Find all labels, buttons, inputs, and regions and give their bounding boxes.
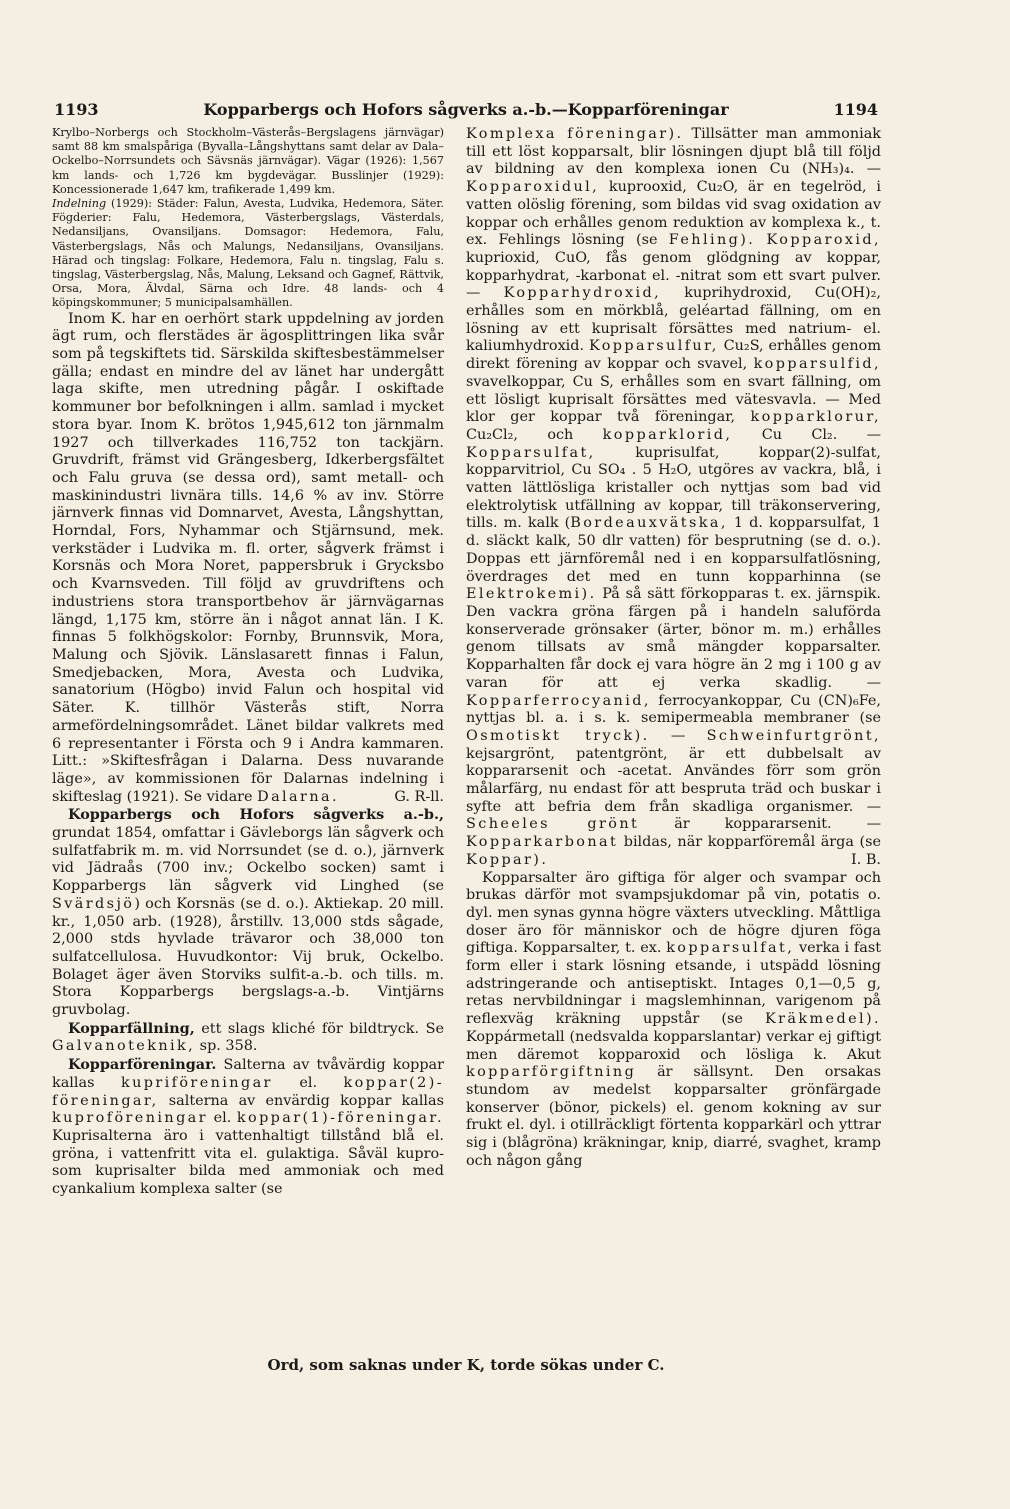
signature-1: G. R-ll. — [394, 788, 444, 805]
spaced-term: Kopparhydroxid, — [503, 285, 662, 302]
division-text: (1929): Städer: Falun, Avesta, Ludvika, Hedemora, Säter. Fögderier: Falu, Hedemora, Västerbergslags, Västerdals, Nedansiljans, Ovansiljans. Domsagor: Hedemora, Falu, Västerbergslags, Nås och Malungs, Nedansiljans, Ovansiljans. Härad och tingslag: Folkare, Hedemora, Falu n. tingslag, Falu s. tingslag, Västerbergslag, Nås, Malung, Leksand och Gagnef, Rättvik, Orsa, Mora, Älvdal, Särna och Idre. 48 lands- och 4 köpingskommuner; 5 municipalsamhällen. — [52, 197, 444, 310]
division-paragraph — [52, 197, 444, 311]
spaced-term: Fehling). — [668, 232, 756, 249]
spaced-term: koppar(2)-föreningar, — [52, 1074, 444, 1109]
entry-text: Salterna av tvåvärdig koppar kallas — [52, 1057, 444, 1091]
page-header — [54, 100, 878, 124]
running-title: Kopparbergs och Hofors sågverks a.-b.—Kopparföreningar — [203, 100, 729, 119]
spaced-term: kopparförgiftning — [466, 1064, 637, 1081]
entry-text: Cu Cl₂. — — [732, 426, 881, 443]
entry-kopparbergs-hofors — [52, 806, 444, 1019]
spaced-term: Kopparkarbonat — [466, 834, 619, 851]
entry-text: bildas, när kopparföremål ärga (se — [618, 834, 881, 851]
entry-text: el. — [272, 1074, 344, 1091]
spaced-term: Koppar). — [466, 851, 549, 868]
svardsjo-ref: Svärdsjö — [52, 895, 135, 912]
entry-text: svavelkoppar, Cu S, erhålles som en svart fällning, om ett lösligt kuprisalt försättes med vätesvavla. — Med klor ger koppar två föreningar, — [466, 373, 881, 426]
spaced-term: kopparklorid, — [602, 426, 733, 443]
spaced-term: Kopparsulfur, — [588, 338, 719, 355]
entry-text: kuprooxid, Cu₂O, är en tegelröd, i vatten olöslig förening, som bildas vid svag oxidation av koppar och erhålles genom reduktion av komplexa k., t. ex. Fehlings lösning (se — [466, 179, 881, 249]
entry-text: Kuprisalterna äro i vattenhaltigt tillstånd blå el. gröna, i vattenfritt vita el. gulaktiga. Såväl kupro- som kuprisalter bilda med ammoniak och med cyankalium komplexa salter (se — [52, 1127, 444, 1198]
entry-text: ferrocyankoppar, Cu (CN)₆Fe, nyttjas bl. a. i s. k. semipermeabla membraner (se — [466, 692, 881, 727]
small-print-block — [52, 126, 444, 311]
spaced-term: koppar(1)-föreningar. — [236, 1110, 444, 1127]
spaced-term: kuproföreningar — [52, 1110, 208, 1127]
division-label: Indelning — [52, 197, 107, 211]
entry-text: sp. 358. — [195, 1038, 258, 1055]
entry-text: Kopparsalter äro giftiga för alger och svampar och brukas därför mot svampsjukdomar på vin, potatis o. dyl. men synas gynna högre växters utveckling. Måttliga doser äro för människor och de högre djuren föga giftiga. Kopparsalter, t. ex. — [466, 869, 881, 957]
spaced-term: Bordeauxvätska, — [570, 515, 728, 532]
entry-text: kuprisulfat, koppar(2)-sulfat, kopparvitriol, Cu SO₄ . 5 H₂O, utgöres av vackra, blå, i vatten lättlösliga kristaller och nyttjas som bad vid elektrolytisk utfällning av koppar, till träkonservering, tills. m. kalk ( — [466, 444, 881, 532]
signature-2: I. B. — [851, 851, 881, 868]
entry-text: ett slags kliché för bildtryck. Se — [194, 1020, 444, 1037]
entry-head-kopparbergs: Kopparbergs och Hofors sågverks a.-b., — [68, 806, 444, 824]
entry-text: På så sätt förkopparas t. ex. järnspik. Den vackra gröna färgen på i handeln saluförda konserverade grönsaker (ärter, bönor m. m.) erhålles genom tillsats av små mängder kopparsalter. Kopparhalten får dock ej vara högre än 2 mg i 100 g av varan för att ej verka skadlig. — — [466, 586, 881, 691]
spaced-term: Schweinfurtgrönt, — [706, 727, 881, 744]
entry-text: är koppararsenit. — — [639, 816, 881, 833]
transport-paragraph: Krylbo–Norbergs och Stockholm–Västerås–Bergslagens järnvägar) samt 88 km smalspåriga (Byvalla–Långshyttans samt delar av Dala–Ockelbo–Norrsundets och Sävsnäs järnvägar). Vägar (1926): 1,567 km lands- och 1,726 km bygdevägar. Busslinjer (1929): Koncessionerade 1,647 km, trafikerade 1,499 km. — [52, 126, 444, 196]
spaced-term: Kopparoxidul, — [466, 179, 600, 196]
continued-kopparforeningar — [466, 126, 881, 870]
land-paragraph — [52, 311, 444, 807]
spaced-term: Scheeles grönt — [466, 816, 640, 833]
entry-text: el. — [207, 1110, 237, 1127]
spaced-term: Kräkmedel). — [764, 1011, 881, 1028]
entry-text: kuprihydroxid, Cu(OH)₂, erhålles som en mörkblå, geléartad fällning, om en lösning av ett kuprisalt försättes med natrium- el. kaliumhydroxid. — [466, 285, 881, 355]
entry-text: — — [649, 727, 707, 744]
column-right — [466, 126, 881, 1348]
spaced-term: Kopparsulfat, — [466, 444, 596, 461]
page-footer: Ord, som saknas under K, torde sökas under C. — [267, 1356, 665, 1374]
land-text: Inom K. har en oerhört stark uppdelning av jorden ägt rum, och flerstädes är ägosplittringen lika svår som på tegskiftets tid. Särskilda skiftesbestämmelser gälla; endast en mindre del av länet har undergått laga skifte, men utredning pågår. I oskiftade kommuner bor befolkningen i allm. samlad i mycket stora byar. Inom K. brötos 1,945,612 ton järnmalm 1927 och tillverkades 116,752 ton tackjärn. Gruvdrift, främst vid Grängesberg, Idkerbergsfältet och Falu gruva (se dessa ord), samt metall- och maskinindustri livnära tills. 14,6 % av inv. Större järnverk finnas vid Domnarvet, Avesta, Långshyttan, Horndal, Fors, Nyhammar och Stjärnsund, mek. verkstäder i Ludvika m. fl. orter, sågverk främst i Korsnäs och Mora Noret, pappersbruk i Grycksbo och Kvarnsveden. Till följd av gruvdriftens och industriens stora transportbehov är järnvägarnas längd, 1,175 km, större än i något annat län. I K. finnas 5 folkhögskolor: Fornby, Brunnsvik, Mora, Malung och Sjövik. Länslasarett finnas i Falun, Smedjebacken, Mora, Avesta och Ludvika, sanatorium (Högbo) invid Falun och hospital vid Säter. K. tillhör Västerås stift, Norra armefördelningsområdet. Länet bildar valkrets med 6 representanter i Första och 9 i Andra kammaren. Litt.: »Skiftesfrågan i Dalarna. Dess nuvarande läge», av kommissionen för Dalarnas indelning i skifteslag (1921). Se vidare — [52, 310, 444, 805]
entry-text: kuprioxid, CuO, fås genom glödgning av koppar, kopparhydrat, -karbonat el. -nitrat som ett svart pulver. — — [466, 249, 881, 302]
galvanoteknik-ref: Galvanoteknik, — [52, 1038, 196, 1055]
spaced-term: Elektrokemi). — [466, 586, 597, 603]
spaced-term: Kopparoxid, — [766, 232, 881, 249]
spaced-term: kupriföreningar — [120, 1074, 273, 1091]
spaced-term: Komplexa föreningar). — [466, 126, 684, 142]
spaced-term: Kopparferrocyanid, — [466, 692, 651, 709]
spaced-term: kopparklorur, — [750, 409, 881, 426]
entry-text: Cu₂S, erhålles genom direkt förening av koppar och svavel, — [466, 338, 881, 373]
entry-text: 1 d. kopparsulfat, 1 d. släckt kalk, 50 dlr vatten) för besprutning (se d. o.). Doppas ett järnföremål ned i en kopparsulfatlösning, överdrages det med en tunn kopparhinna (se — [466, 515, 881, 585]
entry-text: grundat 1854, omfattar i Gävleborgs län sågverk och sulfatfabrik m. m. vid Norrsundet (se d. o.), järnverk vid Jädraås (700 inv.; Ockelbo socken) samt i Kopparbergs län sågverk vid Linghed (se — [52, 825, 444, 895]
dalarna-ref: Dalarna. — [257, 788, 339, 805]
entry-text: Tillsätter man ammoniak till ett löst kopparsalt, blir lösningen djupt blå till följd av bildning av den komplexa ionen Cu (NH₃)₄. — — [466, 126, 881, 178]
entry-text: verka i fast form eller i stark lösning etsande, i utspädd lösning adstringerande och antiseptiskt. Intages 0,1—0,5 g, retas nervbildningar i magslemhinnan, varigenom på reflexväg kräkning uppstår (se — [466, 940, 881, 1028]
entry-kopparforeningar — [52, 1056, 444, 1199]
page-number-left: 1193 — [54, 100, 99, 119]
entry-text: Koppármetall (nedsvalda kopparslantar) verkar ej giftigt men däremot kopparoxid och lösliga k. Akut — [466, 1028, 881, 1063]
page-number-right: 1194 — [833, 100, 878, 119]
toxicity-paragraph — [466, 870, 881, 1171]
spaced-term: kopparsulfid, — [753, 356, 881, 373]
entry-head-kopparfallning: Kopparfällning, — [68, 1019, 195, 1037]
entry-text: kejsargrönt, patentgrönt, är ett dubbelsalt av koppararsenit och -acetat. Användes förr som grön målarfärg, nu endast för att bespruta träd och buskar i syfte att befria dem från skadliga organismer. — — [466, 745, 881, 815]
entry-text: ) och Korsnäs (se d. o.). Aktiekap. 20 mill. kr., 1,050 arb. (1928), årstillv. 13,000 stds sågade, 2,000 stds hyvlade trävaror och 38,000 ton sulfatcellulosa. Huvudkontor: Vij bruk, Ockelbo. Bolaget äger även Storviks sulfit-a.-b. och tills. m. Stora Kopparbergs bergslags-a.-b. Vintjärns gruvbolag. — [52, 895, 444, 1019]
entry-text: Cu₂Cl₂, och — [466, 426, 603, 443]
entry-head-kopparforeningar: Kopparföreningar. — [68, 1056, 217, 1074]
spaced-term: Osmotiskt tryck). — [466, 727, 650, 744]
entry-text: är sällsynt. Den orsakas stundom av medelst kopparsalter grönfärgade konserver (bönor, pickels) el. genom kokning av sur frukt el. dyl. i otillräckligt förtenta kopparkärl och yttrar sig i (blågröna) kräkningar, knip, diarré, svaghet, kramp och någon gång — [466, 1064, 881, 1169]
spaced-term: kopparsulfat, — [666, 940, 795, 957]
column-left — [52, 126, 444, 1348]
entry-text: salterna av envärdig koppar kallas — [158, 1092, 444, 1109]
entry-kopparfallning — [52, 1020, 444, 1056]
